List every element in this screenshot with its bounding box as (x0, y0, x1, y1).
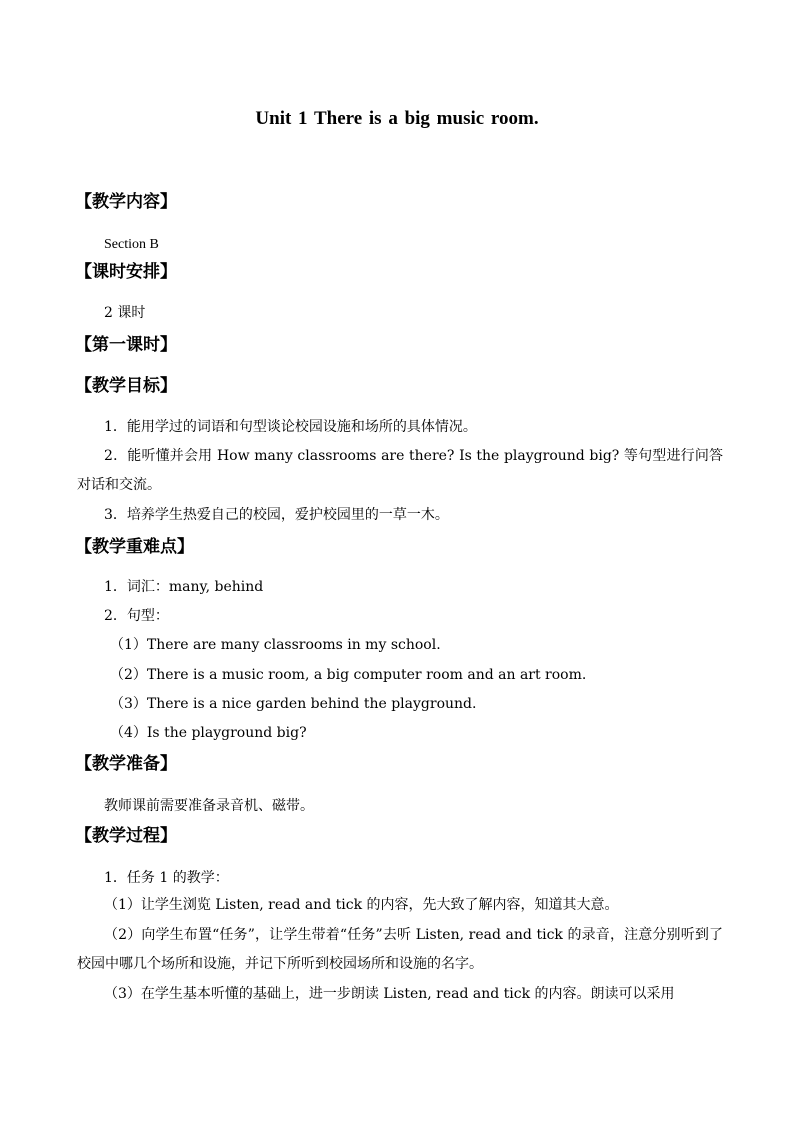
heading-schedule: 【课时安排】 (75, 262, 177, 282)
heading-key-points: 【教学重难点】 (75, 537, 194, 557)
page-title: Unit 1 There is a big music room. (255, 108, 539, 129)
process-step-2: （2）向学生布置“任务”，让学生带着“任务”去听 Listen, read and tick 的录音，注意分别听到了校园中哪几个场所和设施，并记下所听到校园场所和设施的名字。 (77, 927, 723, 972)
heading-process: 【教学过程】 (75, 826, 177, 846)
heading-teaching-content: 【教学内容】 (75, 192, 177, 212)
key-points-patterns-label: 2．句型： (104, 608, 169, 624)
key-points-vocab: 1．词汇：many, behind (104, 579, 264, 595)
heading-objectives: 【教学目标】 (75, 376, 177, 396)
schedule-text: 2 课时 (104, 305, 146, 321)
process-task-1: 1．任务 1 的教学： (104, 870, 229, 886)
objective-item-3: 3．培养学生热爱自己的校园，爱护校园里的一草一木。 (104, 507, 449, 523)
process-step-1: （1）让学生浏览 Listen, read and tick 的内容，先大致了解内容，知道其大意。 (104, 897, 619, 913)
pattern-item-2: （2）There is a music room, a big computer room and an art room. (110, 667, 587, 683)
teaching-content-text: Section B (104, 237, 159, 252)
pattern-item-1: （1）There are many classrooms in my school. (110, 637, 441, 653)
heading-preparation: 【教学准备】 (75, 754, 177, 774)
objective-item-2: 2．能听懂并会用 How many classrooms are there? Is the playground big? 等句型进行问答对话和交流。 (77, 448, 723, 493)
process-step-3: （3）在学生基本听懂的基础上，进一步朗读 Listen, read and tick 的内容。朗读可以采用 (104, 986, 675, 1002)
pattern-item-4: （4）Is the playground big? (110, 725, 307, 741)
heading-first-period: 【第一课时】 (75, 335, 177, 355)
pattern-item-3: （3）There is a nice garden behind the playground. (110, 696, 477, 712)
preparation-text: 教师课前需要准备录音机、磁带。 (104, 798, 314, 814)
objective-item-1: 1．能用学过的词语和句型谈论校园设施和场所的具体情况。 (104, 419, 477, 435)
